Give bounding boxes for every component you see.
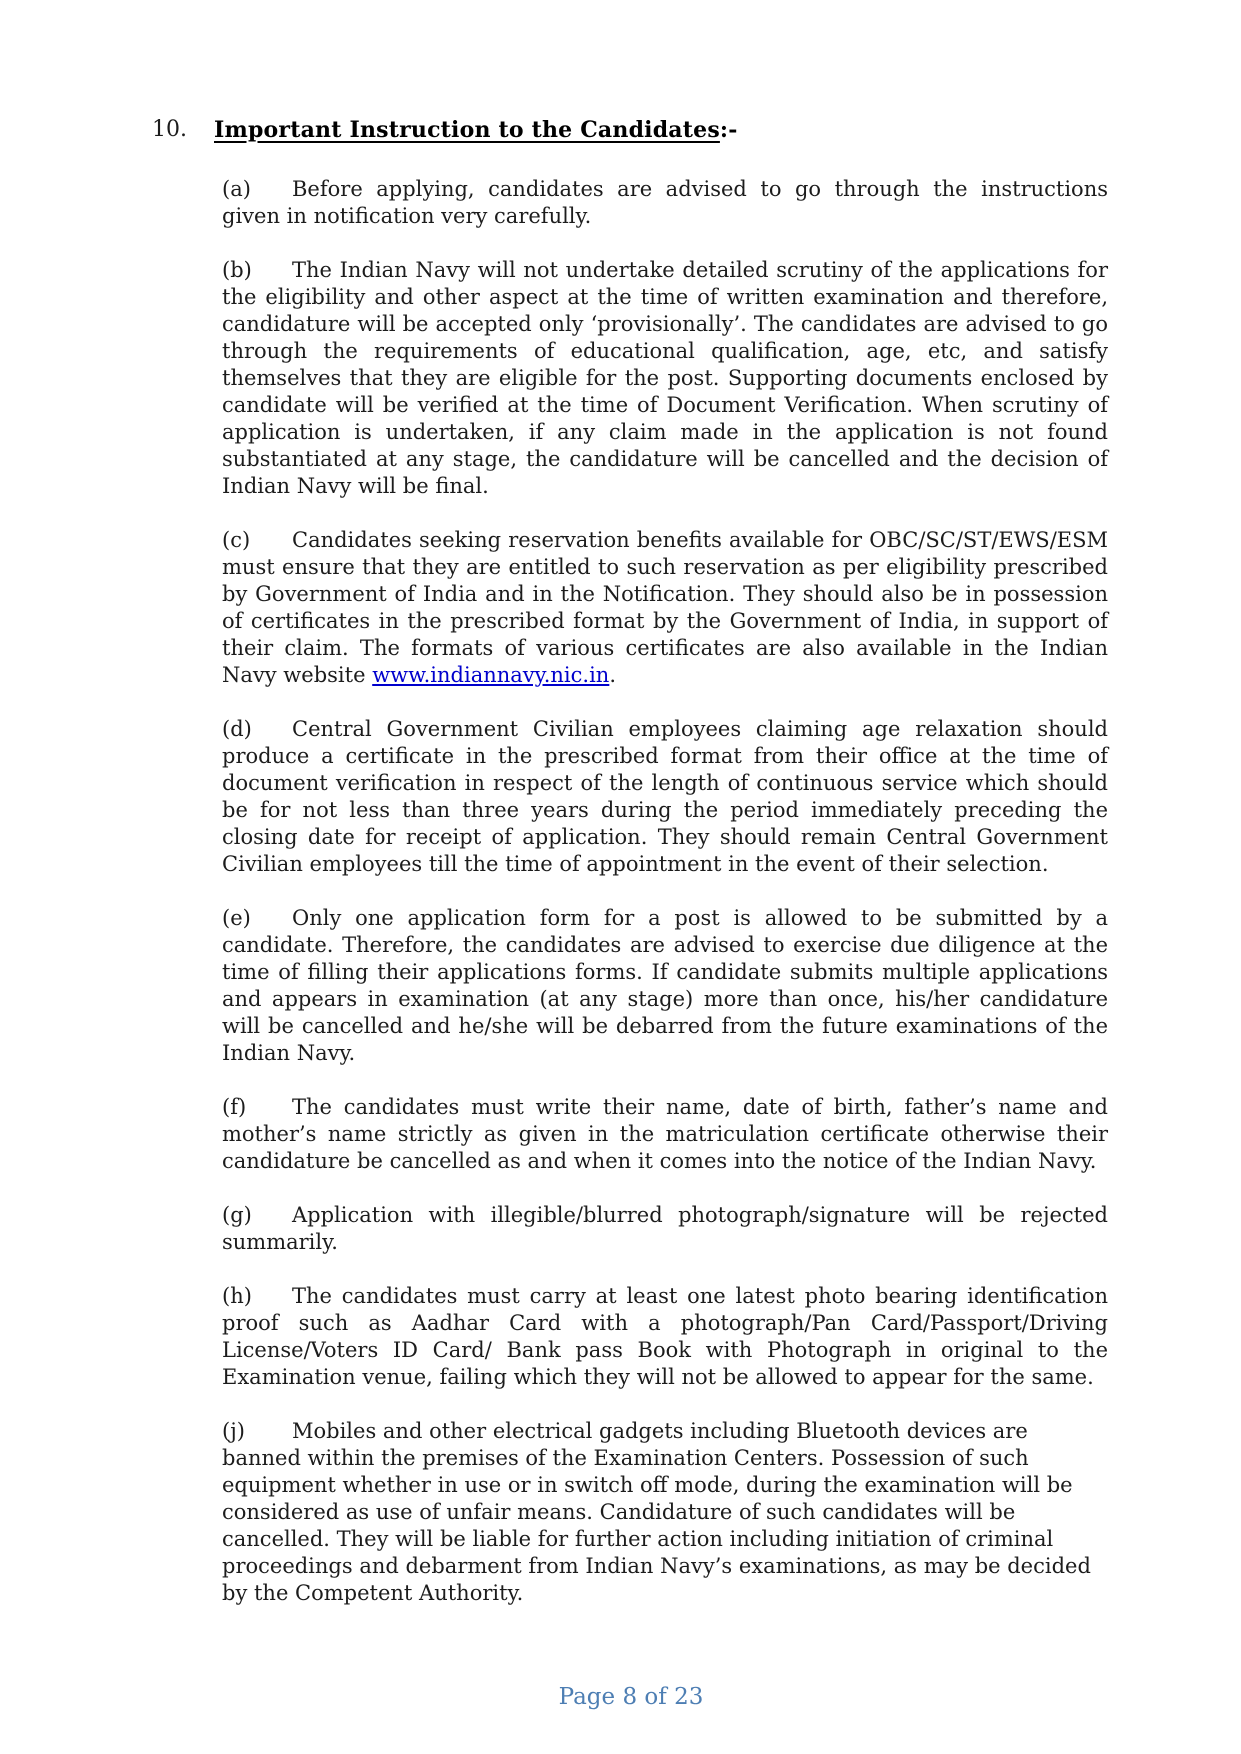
page-footer: Page 8 of 23 bbox=[558, 1684, 704, 1710]
reservation-categories: OBC/SC/ST/EWS/ESM bbox=[869, 528, 1108, 552]
instruction-item-d bbox=[222, 716, 1108, 878]
instruction-list bbox=[222, 176, 1108, 1607]
instruction-text-c-middle: must ensure that they are entitled to such reservation as per eligibility prescribed by Government of India and in the Notification. They should also be in possession of certificates in the prescribed format by the Government of India, in support of their claim. The formats of various certificates are also available in the Indian Navy website bbox=[222, 555, 1108, 687]
instruction-item-h bbox=[222, 1283, 1108, 1391]
instruction-label-f: (f) bbox=[222, 1095, 247, 1119]
instruction-text-b: The Indian Navy will not undertake detailed scrutiny of the applications for the eligibility and other aspect at the time of written examination and therefore, candidature will be accepted only ‘provisionally’. The candidates are advised to go through the requirements of educational qualification, age, etc, and satisfy themselves that they are eligible for the post. Supporting documents enclosed by candidate will be verified at the time of Document Verification. When scrutiny of application is undertaken, if any claim made in the application is not found substantiated at any stage, the candidature will be cancelled and the decision of Indian Navy will be final. bbox=[222, 258, 1108, 498]
section-heading-suffix: :- bbox=[719, 117, 738, 143]
instruction-text-d: Central Government Civilian employees claiming age relaxation should produce a certificate in the prescribed format from their office at the time of document verification in respect of the length of continuous service which should be for not less than three years during the period immediately preceding the closing date for receipt of application. They should remain Central Government Civilian employees till the time of appointment in the event of their selection. bbox=[222, 717, 1108, 876]
instruction-item-j bbox=[222, 1418, 1108, 1607]
instruction-label-a: (a) bbox=[222, 177, 251, 201]
instruction-text-g: Application with illegible/blurred photograph/signature will be rejected summarily. bbox=[222, 1203, 1108, 1254]
instruction-text-f: The candidates must write their name, date of birth, father’s name and mother’s name strictly as given in the matriculation certificate otherwise their candidature be cancelled as and when it comes into the notice of the Indian Navy. bbox=[222, 1095, 1108, 1173]
document-content bbox=[152, 116, 1110, 1607]
instruction-label-e: (e) bbox=[222, 906, 251, 930]
instruction-text-e: Only one application form for a post is allowed to be submitted by a candidate. Therefore, the candidates are advised to exercise due diligence at the time of filling their applications forms. If candidate submits multiple applications and appears in examination (at any stage) more than once, his/her candidature will be cancelled and he/she will be debarred from the future examinations of the Indian Navy. bbox=[222, 906, 1108, 1065]
instruction-text-j: Mobiles and other electrical gadgets including Bluetooth devices are banned within the premises of the Examination Centers. Possession of such equipment whether in use or in switch off mode, during the examination will be considered as use of unfair means. Candidature of such candidates will be cancelled. They will be liable for further action including initiation of criminal proceedings and debarment from Indian Navy’s examinations, as may be decided by the Competent Authority. bbox=[222, 1419, 1091, 1605]
instruction-item-f bbox=[222, 1094, 1108, 1175]
instruction-item-e bbox=[222, 905, 1108, 1067]
instruction-label-g: (g) bbox=[222, 1203, 252, 1227]
instruction-text-a: Before applying, candidates are advised to go through the instructions given in notification very carefully. bbox=[222, 177, 1108, 228]
section-heading-text: Important Instruction to the Candidates bbox=[214, 117, 720, 143]
instruction-label-b: (b) bbox=[222, 258, 252, 282]
instruction-item-c bbox=[222, 527, 1108, 689]
section-number: 10. bbox=[152, 117, 187, 142]
indian-navy-website-link[interactable]: www.indiannavy.nic.in bbox=[372, 663, 610, 687]
instruction-item-a bbox=[222, 176, 1108, 230]
instruction-text-c-end: . bbox=[609, 663, 617, 687]
instruction-text-c-start: Candidates seeking reservation benefits available for bbox=[292, 528, 870, 552]
instruction-text-h: The candidates must carry at least one latest photo bearing identification proof such as Aadhar Card with a photograph/Pan Card/Passport/Driving License/Voters ID Card/ Bank pass Book with Photograph in original to the Examination venue, failing which they will not be allowed to appear for the same. bbox=[222, 1284, 1108, 1389]
instruction-label-c: (c) bbox=[222, 528, 251, 552]
instruction-item-b bbox=[222, 257, 1108, 500]
section-heading bbox=[214, 116, 738, 144]
instruction-item-g bbox=[222, 1202, 1108, 1256]
instruction-label-j: (j) bbox=[222, 1419, 245, 1443]
section-heading-row bbox=[152, 116, 1110, 144]
instruction-label-h: (h) bbox=[222, 1284, 252, 1308]
instruction-label-d: (d) bbox=[222, 717, 252, 741]
